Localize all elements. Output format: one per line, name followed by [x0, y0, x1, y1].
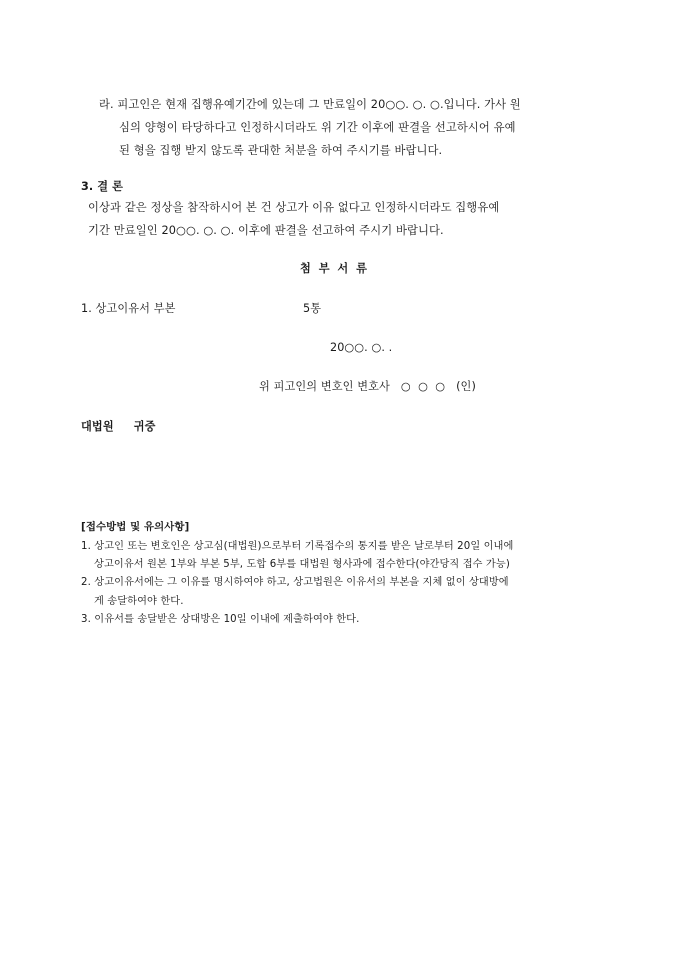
- notes-line-2: 상고이유서 원본 1부와 부본 5부, 도합 6부를 대법원 형사과에 접수한다(야간당직 접수 가능): [94, 559, 510, 570]
- document-date: 20○○. ○. .: [330, 341, 393, 354]
- attachment-item-label: 1. 상고이유서 부본: [81, 302, 176, 315]
- addressee: 대법원 귀중: [81, 420, 156, 433]
- attachments-heading: 첨 부 서 류: [300, 262, 369, 275]
- conclusion-line-1: 이상과 같은 정상을 참작하시어 본 건 상고가 이유 없다고 인정하시더라도 집행유예: [88, 201, 500, 214]
- conclusion-line-2: 기간 만료일인 20○○. ○. ○. 이후에 판결을 선고하여 주시기 바랍니다.: [88, 224, 444, 237]
- item-ra-line-1: 라. 피고인은 현재 집행유예기간에 있는데 그 만료일이 20○○. ○. ○.입니다. 가사 원: [99, 98, 521, 111]
- notes-line-3: 2. 상고이유서에는 그 이유를 명시하여야 하고, 상고법원은 이유서의 부본을 지체 없이 상대방에: [81, 577, 509, 588]
- notes-line-1: 1. 상고인 또는 변호인은 상고심(대법원)으로부터 기록접수의 통지를 받은 날로부터 20일 이내에: [81, 541, 514, 552]
- conclusion-heading: 3. 결 론: [81, 180, 124, 193]
- item-ra-line-3: 된 형을 집행 받지 않도록 관대한 처분을 하여 주시기를 바랍니다.: [119, 144, 443, 157]
- notes-line-5: 3. 이유서를 송달받은 상대방은 10일 이내에 제출하여야 한다.: [81, 614, 360, 625]
- attachment-item-count: 5통: [303, 302, 322, 315]
- notes-line-4: 게 송달하여야 한다.: [94, 596, 184, 607]
- notes-heading: [접수방법 및 유의사항]: [81, 521, 190, 533]
- item-ra-line-2: 심의 양형이 타당하다고 인정하시더라도 위 기간 이후에 판결을 선고하시어 유예: [119, 121, 516, 134]
- signature-line: 위 피고인의 변호인 변호사 ○ ○ ○ (인): [259, 380, 476, 393]
